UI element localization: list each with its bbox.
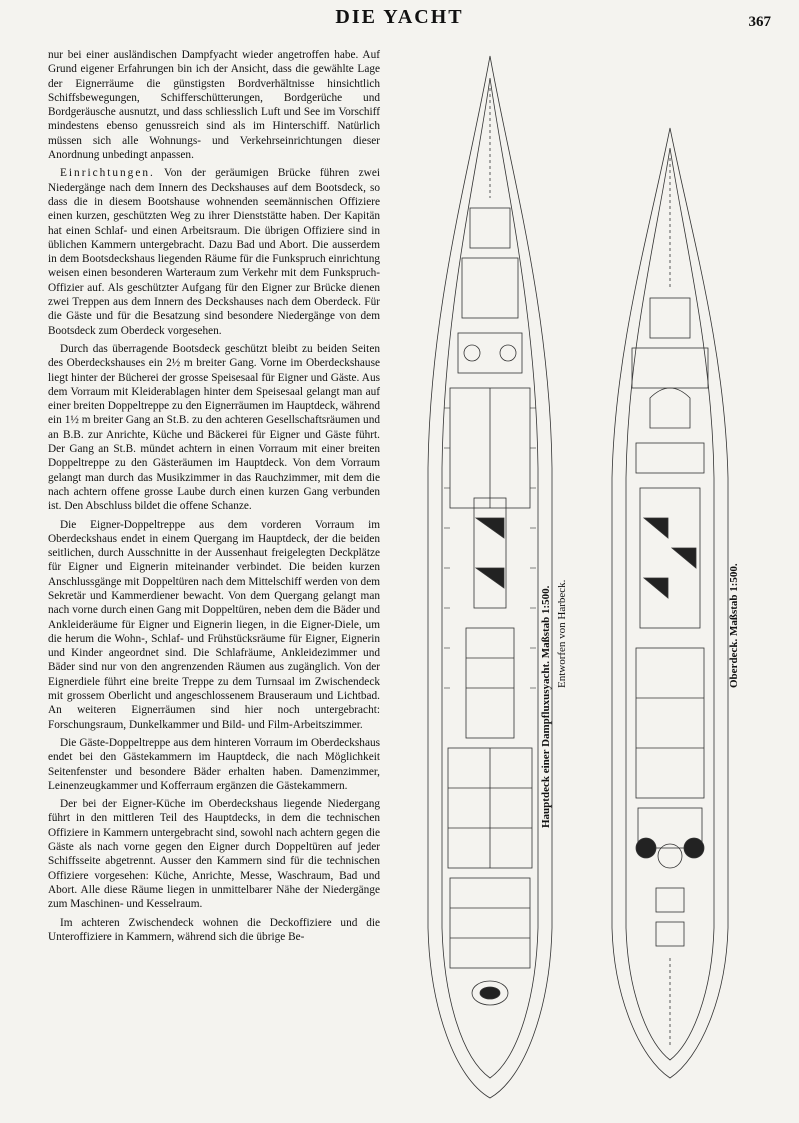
oberdeck-hull-outline bbox=[612, 128, 728, 1078]
paragraph-1: nur bei einer ausländischen Dampfyacht wieder angetroffen habe. Auf Grund eigener Erfahrungen bin ich der Ansicht, dass die gewählte Lage der Eignerräume die günstigsten Bordverhältnisse hinsichtlich Schiffsbewegungen, Schifferschütterungen, Bordgerüche und Bordgeräusche ausnutzt, und dass schliesslich Luft und See im Vorschiff mindestens ebenso genussreich sind als im Hinterschiff. Natürlich müssen sich alle Wohnungs- und Verkehrseinrichtungen dieser Anordnung unbedingt anpassen. bbox=[48, 49, 380, 162]
deck-plans-drawing bbox=[400, 48, 780, 1118]
article-text-column bbox=[48, 48, 380, 948]
deck-plans-figure bbox=[400, 48, 780, 1118]
journal-title: DIE YACHT bbox=[335, 6, 464, 28]
paragraph-7: Im achteren Zwischendeck wohnen die Deckoffiziere und die Unteroffiziere in Kammern, während sich die übrige Be- bbox=[48, 916, 380, 943]
oberdeck-caption-scale: Maßstab 1:500. bbox=[728, 563, 740, 637]
hauptdeck-caption-title: Hauptdeck einer Dampfluxusyacht. bbox=[540, 661, 552, 828]
oberdeck-caption bbox=[728, 563, 740, 688]
paragraph-3: Durch das überragende Bootsdeck geschützt bleibt zu beiden Seiten des Oberdeckshauses ein 2½ m breiter Gang. Vorne im Oberdeckshause liegt hinter der Bücherei der grosse Speisesaal für Eigner und Gäste. Aus dem Vorraum mit Kleiderablagen hinter dem Speisesaal gelangt man auf einer breiten Doppeltreppe zu den Eignerräumen im Hauptdeck, während ein 1½ m breiter Gang an St.B. zu den achteren Gesellschaftsräumen und an B.B. zur Anrichte, Küche und Bäckerei für Eigner und Gäste führt. Der Gang an St.B. mündet achtern in einen Vorraum mit einer breiten Doppeltreppe zu den Gästeräumen im Hauptdeck. Von dem Vorraum gelangt man durch das Musikzimmer in das Rauchzimmer, mit dem die nach achtern offene grosse Laube durch einen kurzen Gang verbunden ist. Den Abschluss bildet die offene Schanze. bbox=[48, 342, 380, 513]
paragraph-5: Die Gäste-Doppeltreppe aus dem hinteren Vorraum im Oberdeckshaus endet bei den Gästekammern im Hauptdeck, die nach Möglichkeit Seitenfenster und besondere Bäder erhalten haben. Damenzimmer, Leinenzeugkammer und Kofferraum ergänzen die Gästekammern. bbox=[48, 736, 380, 792]
paragraph-2-body: Von der geräumigen Brücke führen zwei Niedergänge nach dem Innern des Deckshauses auf dem Bootsdeck, so dass die in diesem Bootshause wohnenden seemännischen Offiziere einen kurzen, geschützten Weg zu ihrer Dienststätte haben. Der Kapitän hat einen Schlaf- und einen Arbeitsraum. Die übrigen Offiziere sind in üblichen Kammern untergebracht. Dazu Bad und Abort. Die ausserdem in dem Bootsdeckshaus liegenden Räume für die Funkspruch einrichtung weisen einen besonderen Warteraum zum Verkehr mit dem Funkspruch-Offizier auf. Als geschützter Aufgang für den Eigner zur Brücke dienen zwei Treppen aus dem Innern des Deckshauses nach dem Oberdeck. Für die Gäste und für die Besatzung sind besondere Niedergänge von dem Bootsdeck zum Oberdeck vorgesehen. bbox=[48, 167, 380, 337]
hauptdeck-caption-scale: Maßstab 1:500. bbox=[540, 585, 552, 659]
paragraph-6: Der bei der Eigner-Küche im Oberdeckshaus liegende Niedergang führt in den mittleren Teil des Hauptdecks, in dem die technischen Offiziere in Kammern untergebracht sind, sowohl nach achtern gegen die Gäste als nach vorne gegen den Eigner durch Doppeltüren auf jeder Schiffsseite abgetrennt. Ausser den Kammern sind für die technischen Offiziere vorgesehen: Küche, Anrichte, Messe, Waschraum, Bad und Abort. Alle diese Räume liegen in unmittelbarer Nähe der Niedergänge zum Maschinen- und Kesselraum. bbox=[48, 798, 380, 911]
paragraph-4: Die Eigner-Doppeltreppe aus dem vorderen Vorraum im Oberdeckshaus endet in einem Quergang im Hauptdeck, der die beiden seitlichen, durch Ausschnitte in der Aussenhaut freigelegten Deckplätze für Eigner und Eignerin miteinander verbindet. Die beiden kurzen Anschlussgänge mit Doppeltüren nach dem Mittelschiff werden von dem Sekretär und Kammerdiener bewacht. Von dem Quergang gelangt man nach vorne durch einen Gang mit Doppeltüren, neben dem die Bäder und Ankleideräume für Eigner und Eignerin liegen, in die Eigner-Diele, um die herum die Wohn-, Schlaf- und Frühstücksräume für Eigner, Eignerin und Kinder angeordnet sind. Die Schlafräume, Ankleidezimmer und Bäder sind nur von den angrenzenden Räumen aus zugänglich. Von der Eignerdiele führt eine breite Treppe zu dem Turnsaal im Zwischendeck mit grossem Oberlicht und angeschlossenem Brauseraum und Lichtbad. An weiteren Eignerräumen sind hier noch untergebracht: Forschungsraum, Dunkelkammer und Bild- und Film-Arbeitszimmer. bbox=[48, 518, 380, 731]
hauptdeck-author-caption: Entworfen von Harbeck. bbox=[556, 579, 568, 688]
paragraph-2 bbox=[48, 166, 380, 338]
hauptdeck-caption bbox=[540, 586, 552, 828]
section-lead-einrichtungen: Einrichtungen. bbox=[60, 167, 155, 180]
page-header bbox=[0, 0, 799, 40]
page-number: 367 bbox=[748, 14, 771, 30]
oberdeck-caption-title: Oberdeck. bbox=[728, 638, 740, 688]
